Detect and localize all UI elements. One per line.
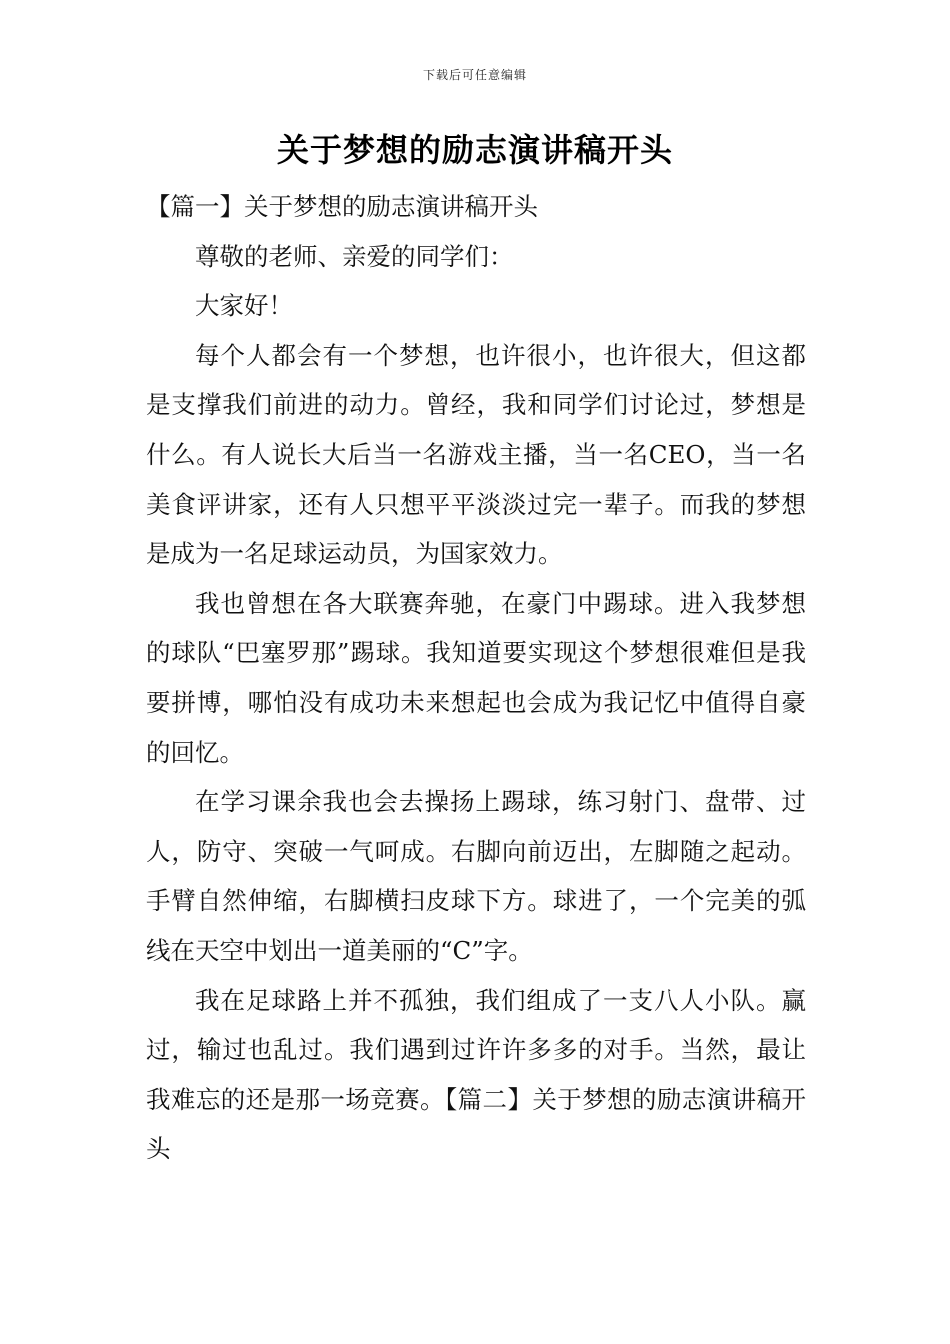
paragraph-barcelona: 我也曾想在各大联赛奔驰，在豪门中踢球。进入我梦想的球队“巴塞罗那”踢球。我知道要实现这个梦想很难但是我要拼博，哪怕没有成功未来想起也会成为我记忆中值得自豪的回忆。: [146, 588, 806, 767]
paragraph-team: 我在足球路上并不孤独，我们组成了一支八人小队。赢过，输过也乱过。我们遇到过许许多多的对手。当然，最让我难忘的还是那一场竞赛。【篇二】关于梦想的励志演讲稿开头: [146, 985, 806, 1164]
paragraph-dreams: 每个人都会有一个梦想，也许很小，也许很大，但这都是支撑我们前进的动力。曾经，我和同学们讨论过，梦想是什么。有人说长大后当一名游戏主播，当一名CEO，当一名美食评讲家，还有人只想平平淡淡过完一辈子。而我的梦想是成为一名足球运动员，为国家效力。: [146, 340, 806, 569]
paragraph-salutation: 尊敬的老师、亲爱的同学们：: [195, 241, 514, 271]
paragraph-practice: 在学习课余我也会去操扬上踢球，练习射门、盘带、过人，防守、突破一气呵成。右脚向前迈出，左脚随之起动。手臂自然伸缩，右脚横扫皮球下方。球进了，一个完美的弧线在天空中划出一道美丽的“C”字。: [146, 787, 806, 965]
document-body: [146, 182, 806, 1174]
section-heading: 【篇一】关于梦想的励志演讲稿开头: [146, 192, 538, 221]
paragraph-greeting: 大家好！: [195, 291, 293, 321]
document-title: 关于梦想的励志演讲稿开头: [276, 131, 673, 169]
header-note: 下载后可任意编辑: [422, 68, 527, 82]
